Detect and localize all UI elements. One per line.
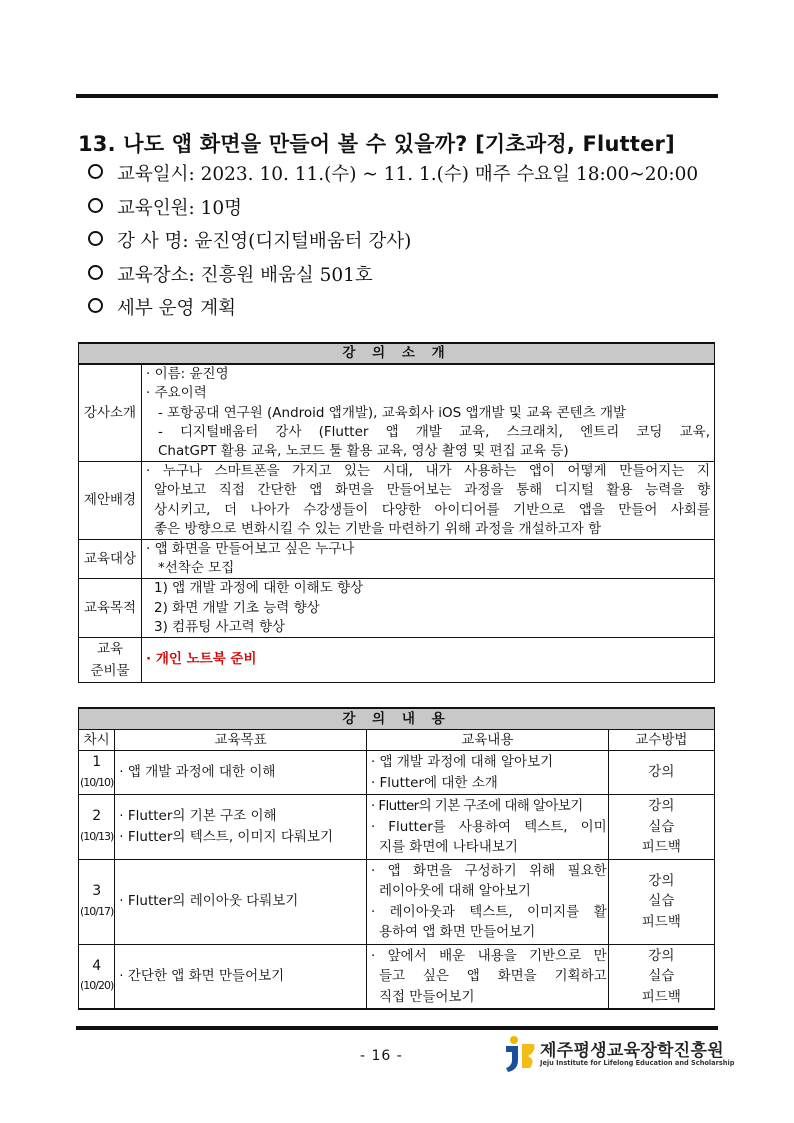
circle-bullet-icon	[88, 298, 103, 313]
circle-bullet-icon	[88, 164, 103, 179]
col-header: 차시	[79, 730, 115, 751]
col-header: 교수방법	[608, 730, 714, 751]
overview-list	[88, 160, 698, 328]
plan-table-title: 강 의 내 용	[79, 708, 715, 730]
goals-label: 교육목적	[79, 579, 142, 638]
materials-row	[79, 638, 715, 683]
intro-table-title: 강 의 소 개	[79, 343, 715, 364]
col-header: 교육내용	[366, 730, 608, 751]
org-english-name: Jeju Institute for Lifelong Education and Scholarship	[540, 1059, 735, 1067]
table-row: 2 (10/13) · Flutter의 기본 구조 이해 · Flutter의 텍스트, 이미지 다뤄보기 · Flutter의 기본 구조에 대해 알아보기 · Flutter를 사용하여 텍스트, 이미 지를 화면에 나타내보기 강의 실습 피드백	[79, 795, 715, 860]
instructor-row: 강사소개 · 이름: 윤진영 · 주요이력 - 포항공대 연구원 (Android 앱개발), 교육회사 iOS 앱개발 및 교육 콘텐츠 개발 - 디지털배움터 강사 (Flutter 앱 개발 교육, 스크래치, 엔트리 코딩 교육, ChatGPT 활용 교육, 노코드 툴 활용 교육, 영상 촬영 및 편집 교육 등)	[79, 364, 715, 462]
circle-bullet-icon	[88, 265, 103, 280]
table-row: 3 (10/17) · Flutter의 레이아웃 다뤄보기 · 앱 화면을 구성하기 위해 필요한 레이아웃에 대해 알아보기 · 레이아웃과 텍스트, 이미지를 활 용하여 앱 화면 만들어보기 강의 실습 피드백	[79, 859, 715, 944]
org-name: 제주평생교육장학진흥원	[540, 1041, 724, 1061]
table-row: 1 (10/10) · 앱 개발 과정에 대한 이해 · 앱 개발 과정에 대해 알아보기 · Flutter에 대한 소개 강의	[79, 751, 715, 795]
col-header: 교육목표	[115, 730, 367, 751]
background-label: 제안배경	[79, 462, 142, 540]
instructor-label: 강사소개	[79, 364, 142, 462]
table-row: 4 (10/20) · 간단한 앱 화면 만들어보기 · 앞에서 배운 내용을 기반으로 만 들고 싶은 앱 화면을 기획하고 직접 만들어보기 강의 실습 피드백	[79, 944, 715, 1009]
section-heading: 13. 나도 앱 화면을 만들어 볼 수 있을까? [기초과정, Flutter]	[78, 132, 675, 156]
page-number: - 16 -	[360, 1048, 403, 1064]
circle-bullet-icon	[88, 198, 103, 213]
plan-header-row	[79, 730, 715, 751]
overview-item: 세부 운영 계획	[88, 294, 698, 328]
top-rule	[76, 94, 718, 98]
overview-item: 교육일시: 2023. 10. 11.(수) ~ 11. 1.(수) 매주 수요일 18:00~20:00	[88, 160, 698, 194]
materials-label: 교육 준비물	[79, 638, 142, 683]
overview-item: 교육인원: 10명	[88, 194, 698, 228]
background-row: 제안배경 · 누구나 스마트폰을 가지고 있는 시대, 내가 사용하는 앱이 어떻게 만들어지는 지 알아보고 직접 간단한 앱 화면을 만들어보는 과정을 통해 디지털 활용 능력을 향 상시키고, 더 나아가 수강생들이 다양한 아이디어를 기반으로 앱을 만들어 사회를 좋은 방향으로 변화시킬 수 있는 기반을 마련하기 위해 과정을 개설하고자 함	[79, 462, 715, 540]
overview-item: 교육장소: 진흥원 배움실 501호	[88, 261, 698, 295]
materials-text: · 개인 노트북 준비	[146, 651, 257, 668]
course-intro-table	[78, 342, 715, 683]
circle-bullet-icon	[88, 231, 103, 246]
target-label: 교육대상	[79, 540, 142, 579]
lecture-plan-table	[78, 707, 715, 1010]
overview-item: 강 사 명: 윤진영(디지털배움터 강사)	[88, 227, 698, 261]
target-row: 교육대상 · 앱 화면을 만들어보고 싶은 누구나 *선착순 모집	[79, 540, 715, 579]
goals-row: 교육목적 1) 앱 개발 과정에 대한 이해도 향상 2) 화면 개발 기초 능력 향상 3) 컴퓨팅 사고력 향상	[79, 579, 715, 638]
